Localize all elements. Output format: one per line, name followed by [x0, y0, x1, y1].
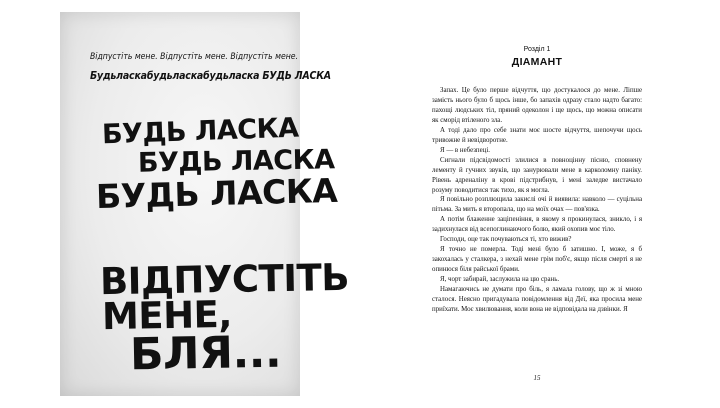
chapter-body — [432, 86, 642, 315]
paragraph: А тоді дало про себе знати моє шосте відчуття, шепочучи щось тривожне й невідворотне. — [432, 126, 642, 144]
left-page-illustration — [60, 12, 350, 396]
right-page-text — [432, 0, 642, 408]
repeated-please-line: Будьласкабудьласкабудьласка БУДЬ ЛАСКА — [90, 70, 331, 82]
chapter-label: Розділ 1 — [523, 46, 551, 53]
let-line: ВІДПУСТІТЬ — [99, 255, 350, 304]
please-line-3: БУДЬ ЛАСКА — [95, 170, 338, 217]
paragraph: Я — в небезпеці. — [440, 146, 491, 154]
repeated-let-me-go-line: Відпустіть мене. Відпустіть мене. Відпустіть мене. — [90, 52, 299, 62]
paragraph: Господи, оце так почуваються ті, хто вижив? — [440, 236, 572, 244]
chapter-title: ДІАМАНТ — [511, 56, 563, 68]
paragraph: Намагаючись не думати про біль, я ламала голову, що ж зі мною сталося. Неясно пригадувала повідомлення від Деї, яка просила мене приїхати. Моє хвилювання, коли вона не відповідала на дзвінки. Я — [432, 286, 642, 313]
paragraph: Сигнали підсвідомості злилися в повноцінну пісню, сповнену лементу й гучних звуків, що занурювали мене в карколомну паніку. Рівень адреналіну в крові підстрибнув, і мені заледве вистачало розуму поводитися так тихо, як я могла. — [432, 156, 642, 194]
paragraph: Я повільно розплющила закислі очі й виявила: навколо — суцільна пітьма. За мить я второпала, що на моїх очах — пов'язка. — [432, 196, 642, 214]
curse-line: БЛЯ... — [129, 326, 282, 381]
paragraph: Я, чорт забирай, заслужила на цю срань. — [440, 276, 560, 284]
please-line-1: БУДЬ ЛАСКА — [101, 112, 300, 151]
paragraph: Я точно не померла. Тоді мені було б затишно. І, може, я б закохалась у сталкера, з нехай мене грім поб'є, якщо після смерті я не опинюся біля райської брами. — [432, 246, 642, 274]
paragraph: Запах. Це було перше відчуття, що достукалося до мене. Ліпше замість нього було б щось інше, бо запахів одразу стало надто багато: пахощі людських тіл, пряний одеколон і ще щось, що можна описати як сморід втіленого зла. — [432, 87, 642, 124]
paragraph: А потім блаженне заціпеніння, в якому я прокинулася, зникло, і я задихнулася від всепоглинаючого болю, який охопив моє тіло. — [432, 216, 642, 234]
please-line-2: БУДЬ ЛАСКА — [137, 144, 335, 179]
page-number: 15 — [533, 374, 541, 382]
me-line: МЕНЕ, — [101, 292, 233, 339]
